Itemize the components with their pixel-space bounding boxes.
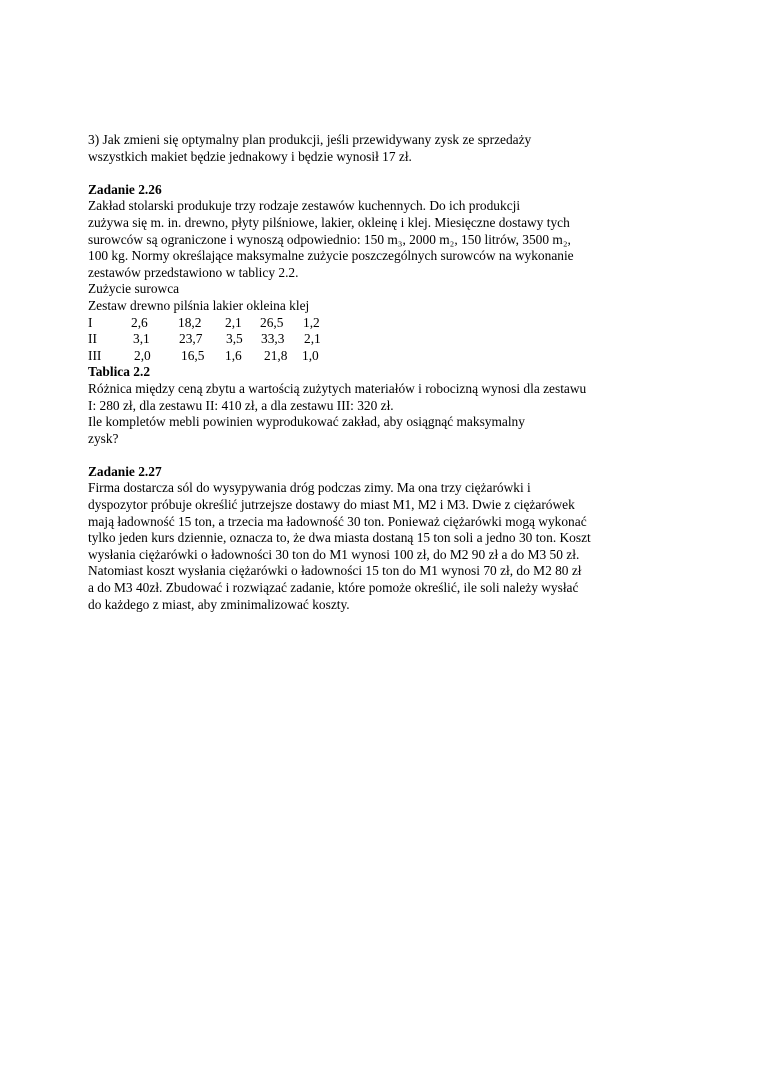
table-cell: 1,6 <box>225 347 242 363</box>
table-cell: 2,0 <box>134 347 151 363</box>
text-line: I: 280 zł, dla zestawu II: 410 zł, a dla zestawu III: 320 zł. <box>88 397 394 413</box>
text-line: Firma dostarcza sól do wysypywania dróg podczas zimy. Ma ona trzy ciężarówki i <box>88 480 531 496</box>
text-line: zestawów przedstawiono w tablicy 2.2. <box>88 264 299 280</box>
table-cell: 3,5 <box>226 331 243 347</box>
table-cell: 21,8 <box>264 347 288 363</box>
table-cell: 16,5 <box>181 347 205 363</box>
table-cell: 2,6 <box>131 314 148 330</box>
table-cell: I <box>88 314 93 330</box>
table-cell: 33,3 <box>261 331 285 347</box>
text-line: mają ładowność 15 ton, a trzecia ma ładowność 30 ton. Ponieważ ciężarówki mogą wykonać <box>88 513 587 529</box>
table-caption: Zużycie surowca <box>88 281 180 297</box>
text-line: a do M3 40zł. Zbudować i rozwiązać zadanie, które pomoże określić, ile soli należy wysłać <box>88 580 579 596</box>
table-cell: 2,1 <box>304 331 321 347</box>
task-title: Zadanie 2.26 <box>88 181 162 197</box>
intro-paragraph <box>88 132 678 165</box>
table-row <box>88 315 678 332</box>
text-line: wysłania ciężarówki o ładowności 30 ton do M1 wynosi 100 zł, do M2 90 zł a do M3 50 zł. <box>88 546 580 562</box>
table-label: Tablica 2.2 <box>88 364 151 380</box>
text-line: Różnica między ceną zbytu a wartością zużytych materiałów i robocizną wynosi dla zestawu <box>88 380 587 396</box>
text-line: zysk? <box>88 430 119 446</box>
table-row <box>88 331 678 348</box>
task-2-26 <box>88 182 678 448</box>
document-page <box>88 132 678 613</box>
text-line: wszystkich makiet będzie jednakowy i będzie wynosił 17 zł. <box>88 148 412 164</box>
paragraph-gap <box>88 447 678 464</box>
text-line: Zakład stolarski produkuje trzy rodzaje zestawów kuchennych. Do ich produkcji <box>88 198 521 214</box>
table-cell: 18,2 <box>178 314 202 330</box>
table-cell: 1,0 <box>302 347 319 363</box>
text-line: zużywa się m. in. drewno, płyty pilśniowe, lakier, okleinę i klej. Miesięczne dostawy tych <box>88 214 570 230</box>
text-line: 100 kg. Normy określające maksymalne zużycie poszczególnych surowców na wykonanie <box>88 248 574 264</box>
text-line: Natomiast koszt wysłania ciężarówki o ładowności 15 ton do M1 wynosi 70 zł, do M2 80 zł <box>88 563 582 579</box>
task-2-27 <box>88 464 678 613</box>
text-line: tylko jeden kurs dziennie, oznacza to, że dwa miasta dostaną 15 ton soli a jedno 30 ton. Koszt <box>88 530 591 546</box>
text-line: Ile kompletów mebli powinien wyprodukować zakład, aby osiągnąć maksymalny <box>88 414 525 430</box>
table-cell: 1,2 <box>303 314 320 330</box>
text-line: 3) Jak zmieni się optymalny plan produkcji, jeśli przewidywany zysk ze sprzedaży <box>88 132 532 147</box>
text-line: dyspozytor próbuje określić jutrzejsze dostawy do miast M1, M2 i M3. Dwie z ciężarówek <box>88 497 575 513</box>
text-line: do każdego z miast, aby zminimalizować koszty. <box>88 596 350 612</box>
table-cell: 23,7 <box>179 331 203 347</box>
table-cell: II <box>88 331 97 347</box>
table-row <box>88 348 678 365</box>
paragraph-gap <box>88 165 678 182</box>
table-header: Zestaw drewno pilśnia lakier okleina klej <box>88 297 310 313</box>
task-title: Zadanie 2.27 <box>88 463 162 479</box>
table-cell: 3,1 <box>133 331 150 347</box>
table-cell: 26,5 <box>260 314 284 330</box>
table-cell: 2,1 <box>225 314 242 330</box>
text-line: surowców są ograniczone i wynoszą odpowiednio: 150 m₃, 2000 m₂, 150 litrów, 3500 m₂, <box>88 231 571 247</box>
table-cell: III <box>88 347 102 363</box>
